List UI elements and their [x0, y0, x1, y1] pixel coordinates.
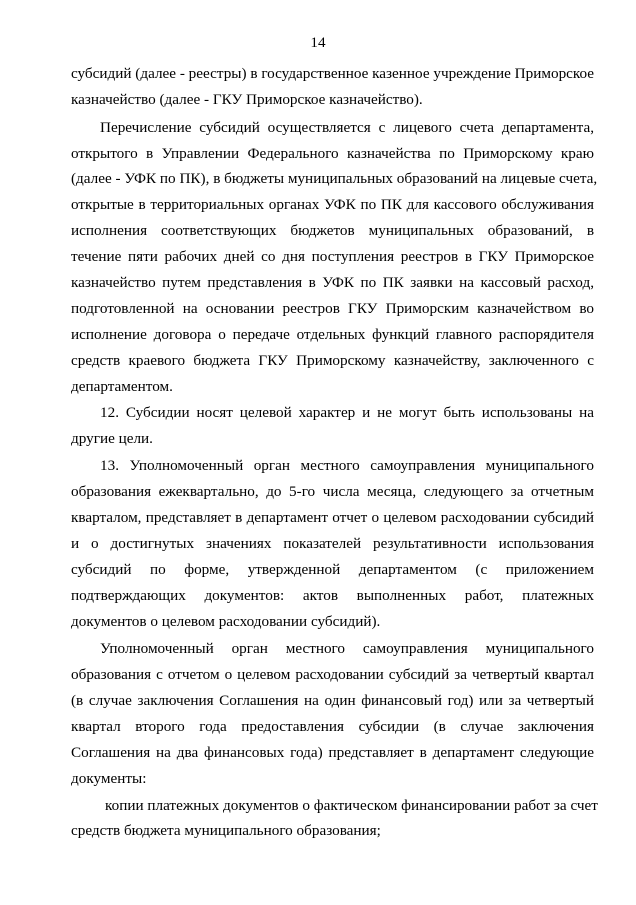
text-line: образования с отчетом о целевом расходовании субсидий за четвертый квартал — [71, 666, 594, 683]
text-line: Перечисление субсидий осуществляется с лицевого счета департамента, — [100, 119, 594, 136]
text-line: документы: — [71, 770, 147, 787]
text-line: средств бюджета муниципального образования; — [71, 822, 381, 839]
text-line: средств краевого бюджета ГКУ Приморскому казначейству, заключенного с — [71, 352, 594, 369]
text-line: открытые в территориальных органах УФК по ПК для кассового обслуживания — [71, 196, 594, 213]
text-line: квартал второго года предоставления субсидии (в случае заключения — [71, 718, 594, 735]
text-line: Уполномоченный орган местного самоуправления муниципального — [100, 640, 594, 657]
text-line: департаментом. — [71, 378, 173, 395]
text-line: исполнения соответствующих бюджетов муниципальных образований, в — [71, 222, 594, 239]
text-line: течение пяти рабочих дней со дня поступления реестров в ГКУ Приморское — [71, 248, 594, 265]
page-number: 14 — [310, 34, 326, 51]
text-line: (в случае заключения Соглашения на один финансовый год) или за четвертый — [71, 692, 594, 709]
text-line: копии платежных документов о фактическом финансировании работ за счет — [105, 797, 598, 814]
text-line: другие цели. — [71, 430, 153, 447]
text-line: подготовленной на основании реестров ГКУ Приморским казначейством во — [71, 300, 594, 317]
text-line: (далее - УФК по ПК), в бюджеты муниципальных образований на лицевые счета, — [71, 170, 598, 187]
text-line: и о достигнутых значениях показателей результативности использования — [71, 535, 594, 552]
text-line: казначейство (далее - ГКУ Приморское казначейство). — [71, 91, 423, 108]
text-line: образования ежеквартально, до 5-го числа месяца, следующего за отчетным — [71, 483, 594, 500]
text-line: исполнение договора о передаче отдельных функций главного распорядителя — [71, 326, 594, 343]
text-line: субсидий по форме, утвержденной департаментом (с приложением — [71, 561, 594, 578]
text-line: казначейство путем представления в УФК по ПК заявки на кассовый расход, — [71, 274, 594, 291]
text-line: открытого в Управлении Федерального казначейства по Приморскому краю — [71, 145, 594, 162]
text-line: 12. Субсидии носят целевой характер и не могут быть использованы на — [100, 404, 594, 421]
text-line: 13. Уполномоченный орган местного самоуправления муниципального — [100, 457, 594, 474]
text-line: кварталом, представляет в департамент отчет о целевом расходовании субсидий — [71, 509, 594, 526]
text-line: субсидий (далее - реестры) в государственное казенное учреждение Приморское — [71, 65, 595, 82]
text-line: документов о целевом расходовании субсидий). — [71, 613, 381, 630]
text-line: Соглашения на два финансовых года) представляет в департамент следующие — [71, 744, 594, 761]
text-line: подтверждающих документов: актов выполненных работ, платежных — [71, 587, 594, 604]
